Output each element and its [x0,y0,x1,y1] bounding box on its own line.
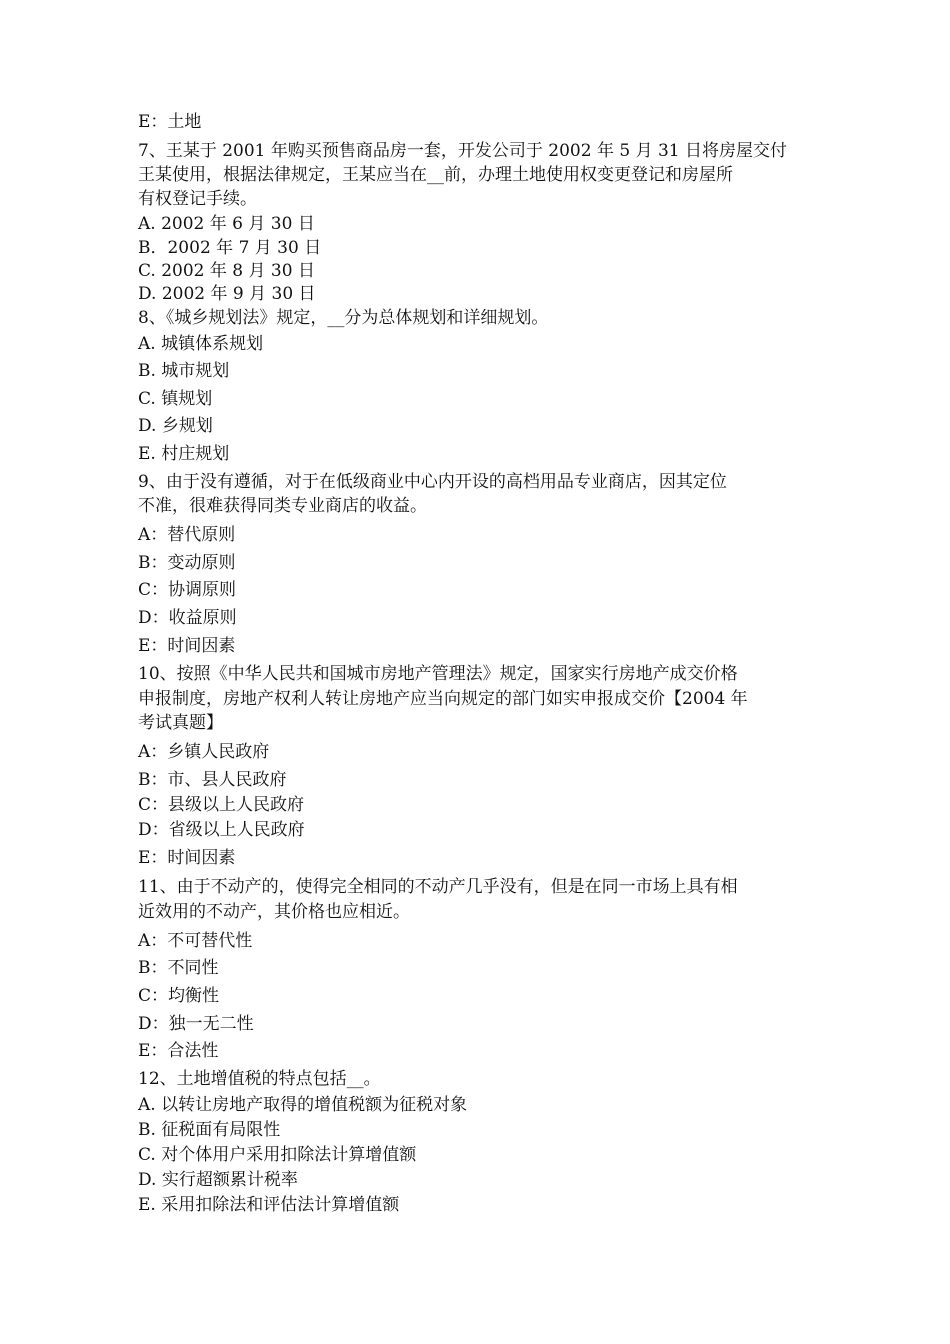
question-11-option-c: C：均衡性 [138,986,220,1006]
question-7-text-line-3: 有权登记手续。 [138,189,257,209]
question-7-option-a: A. 2002 年 6 月 30 日 [138,214,315,234]
question-11-option-d: D：独一无二性 [138,1014,254,1034]
question-10-option-e: E：时间因素 [138,848,236,868]
question-9-text-line-1: 9、由于没有遵循，对于在低级商业中心内开设的高档用品专业商店，因其定位 [138,472,727,492]
question-12-option-b: B. 征税面有局限性 [138,1120,281,1140]
question-8-option-c: C. 镇规划 [138,389,213,409]
question-10-option-d: D：省级以上人民政府 [138,820,305,840]
question-10-option-a: A：乡镇人民政府 [138,742,270,762]
question-9-option-d: D：收益原则 [138,608,237,628]
question-8-option-a: A. 城镇体系规划 [138,334,264,354]
question-11-text-line-2: 近效用的不动产，其价格也应相近。 [138,902,410,922]
question-9-option-b: B：变动原则 [138,553,236,573]
question-12-option-e: E. 采用扣除法和评估法计算增值额 [138,1195,400,1215]
question-7-option-d: D. 2002 年 9 月 30 日 [138,284,316,304]
question-10-option-b: B：市、县人民政府 [138,770,287,790]
question-9-text-line-2: 不准，很难获得同类专业商店的收益。 [138,496,427,516]
question-7-text-line-1: 7、王某于 2001 年购买预售商品房一套，开发公司于 2002 年 5 月 31 日将房屋交付 [138,141,788,161]
question-10-option-c: C：县级以上人民政府 [138,795,305,815]
question-10-text-line-3: 考试真题】 [138,713,223,733]
question-11-option-b: B：不同性 [138,958,219,978]
question-9-option-a: A：替代原则 [138,525,236,545]
option-e-previous: E：土地 [138,112,202,132]
question-10-text-line-1: 10、按照《中华人民共和国城市房地产管理法》规定，国家实行房地产成交价格 [138,664,738,684]
question-10-text-line-2: 申报制度，房地产权利人转让房地产应当向规定的部门如实申报成交价【2004 年 [138,689,748,709]
question-11-text-line-1: 11、由于不动产的，使得完全相同的不动产几乎没有，但是在同一市场上具有相 [138,877,738,897]
question-9-option-e: E：时间因素 [138,636,236,656]
question-7-option-c: C. 2002 年 8 月 30 日 [138,261,315,281]
question-7-text-line-2: 王某使用，根据法律规定，王某应当在__前，办理土地使用权变更登记和房屋所 [138,165,733,185]
question-11-option-a: A：不可替代性 [138,931,253,951]
question-7-option-b: B．2002 年 7 月 30 日 [138,238,322,258]
question-12-option-c: C. 对个体用户采用扣除法计算增值额 [138,1145,417,1165]
question-8-option-b: B. 城市规划 [138,361,230,381]
question-12-text-line-1: 12、土地增值税的特点包括__。 [138,1069,381,1089]
question-8-option-e: E. 村庄规划 [138,444,230,464]
question-12-option-a: A. 以转让房地产取得的增值税额为征税对象 [138,1095,468,1115]
question-12-option-d: D. 实行超额累计税率 [138,1170,298,1190]
question-8-text-line-1: 8、《城乡规划法》规定，__分为总体规划和详细规划。 [138,308,549,328]
question-11-option-e: E：合法性 [138,1041,219,1061]
question-9-option-c: C：协调原则 [138,580,237,600]
question-8-option-d: D. 乡规划 [138,416,213,436]
